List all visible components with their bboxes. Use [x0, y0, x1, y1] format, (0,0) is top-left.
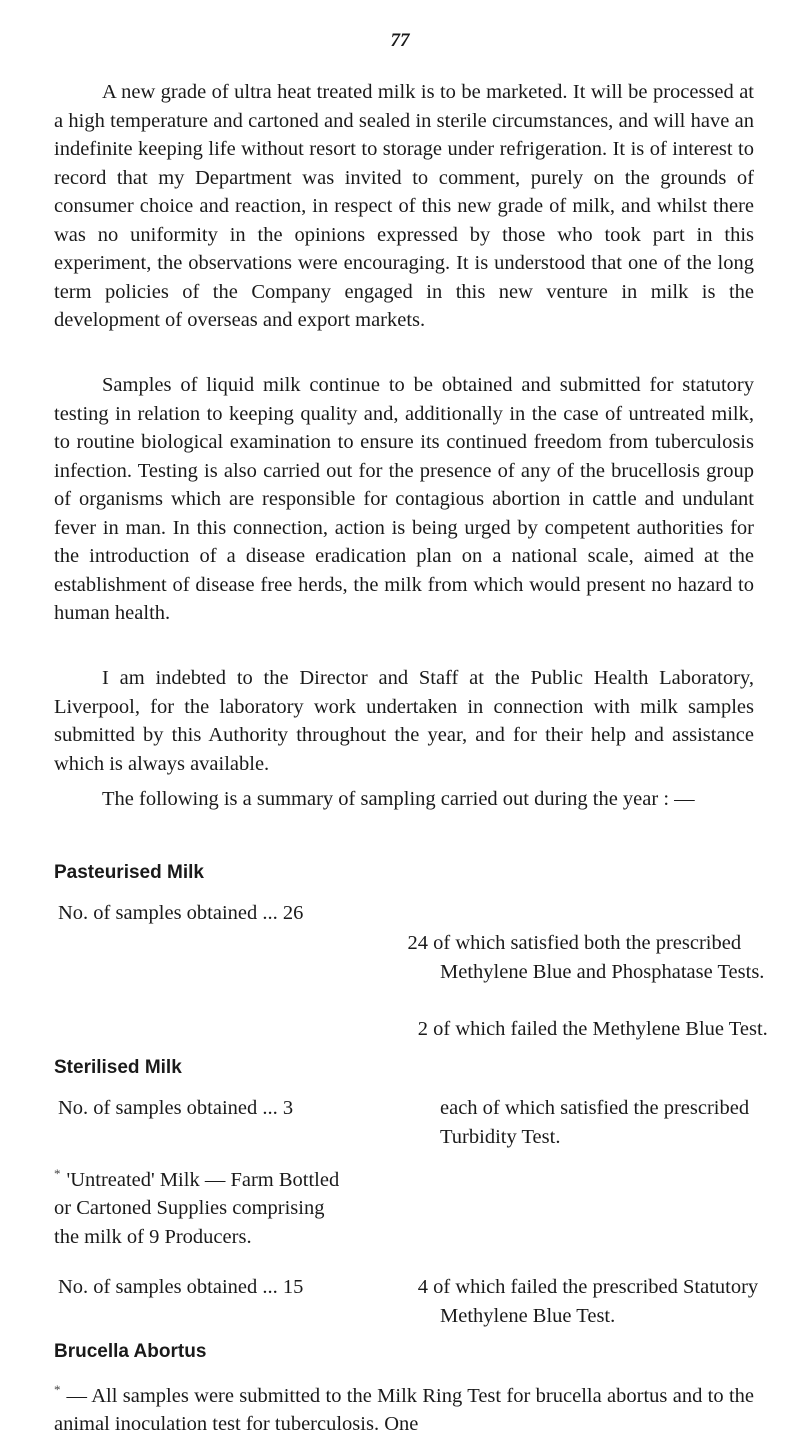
- heading-pasteurised-milk: Pasteurised Milk: [54, 862, 204, 883]
- heading-sterilised-milk: Sterilised Milk: [54, 1057, 182, 1078]
- sterilised-result: each of which satisfied the prescribed Turbidity Test.: [440, 1097, 750, 1148]
- brucella-text: [54, 1376, 754, 1439]
- untreated-result: [410, 1273, 782, 1330]
- footnote-marker: *: [54, 1166, 61, 1181]
- footnote-marker: *: [54, 1382, 61, 1397]
- result-count: 4: [417, 1276, 428, 1298]
- page-number: 77: [390, 30, 410, 51]
- result-count: 24: [407, 932, 428, 954]
- paragraph-liquid-milk-testing: Samples of liquid milk continue to be obtained and submitted for statutory testing in relation to keeping quality and, additionally in the case of untreated milk, to routine biological examination to ensure its continued freedom from tuberculosis infection. Testing is also carried out for the presence of any of the brucellosis group of organisms which are responsible for contagious abortion in cattle and undulant fever in man. In this connection, action is being urged by competent authorities for the introduction of a disease eradication plan on a national scale, aimed at the establishment of disease free herds, the milk from which would present no hazard to human health.: [54, 374, 754, 624]
- untreated-samples-count: No. of samples obtained ... 15: [58, 1276, 304, 1298]
- pasteurised-samples-count: No. of samples obtained ... 26: [58, 902, 304, 924]
- pasteurised-result-satisfied: [407, 929, 782, 986]
- paragraph-summary-intro: The following is a summary of sampling carried out during the year : —: [102, 788, 695, 810]
- pasteurised-result-failed: [410, 1015, 782, 1044]
- untreated-description-text: 'Untreated' Milk — Farm Bottled or Cartoned Supplies comprising the milk of 9 Producers.: [54, 1168, 340, 1248]
- heading-brucella-abortus: Brucella Abortus: [54, 1341, 207, 1362]
- paragraph-uht-milk: A new grade of ultra heat treated milk is to be marketed. It will be processed at a high temperature and cartoned and sealed in sterile circumstances, and will have an indefinite keeping life without resort to storage under refrigeration. It is of interest to record that my Department was invited to comment, purely on the grounds of consumer choice and reaction, in respect of this new grade of milk, and whilst there was no uniformity in the opinions expressed by those who took part in this experiment, the observations were encouraging. It is understood that one of the long term policies of the Company engaged in this new venture in milk is the development of overseas and export markets.: [54, 81, 754, 331]
- result-text: of which failed the Methylene Blue Test.: [433, 1018, 768, 1040]
- untreated-milk-description: [54, 1160, 354, 1251]
- sterilised-samples-count: No. of samples obtained ... 3: [58, 1097, 294, 1119]
- result-text: of which satisfied both the prescribed Methylene Blue and Phosphatase Tests.: [433, 932, 765, 983]
- result-count: 2: [417, 1018, 428, 1040]
- result-text: of which failed the prescribed Statutory Methylene Blue Test.: [433, 1276, 759, 1327]
- paragraph-acknowledgement: I am indebted to the Director and Staff at the Public Health Laboratory, Liverpool, for the laboratory work undertaken in connection with milk samples submitted by this Authority throughout the year, and for their help and assistance which is always available.: [54, 667, 754, 775]
- brucella-body: — All samples were submitted to the Milk Ring Test for brucella abortus and to the animal inoculation test for tuberculosis. One: [54, 1384, 754, 1436]
